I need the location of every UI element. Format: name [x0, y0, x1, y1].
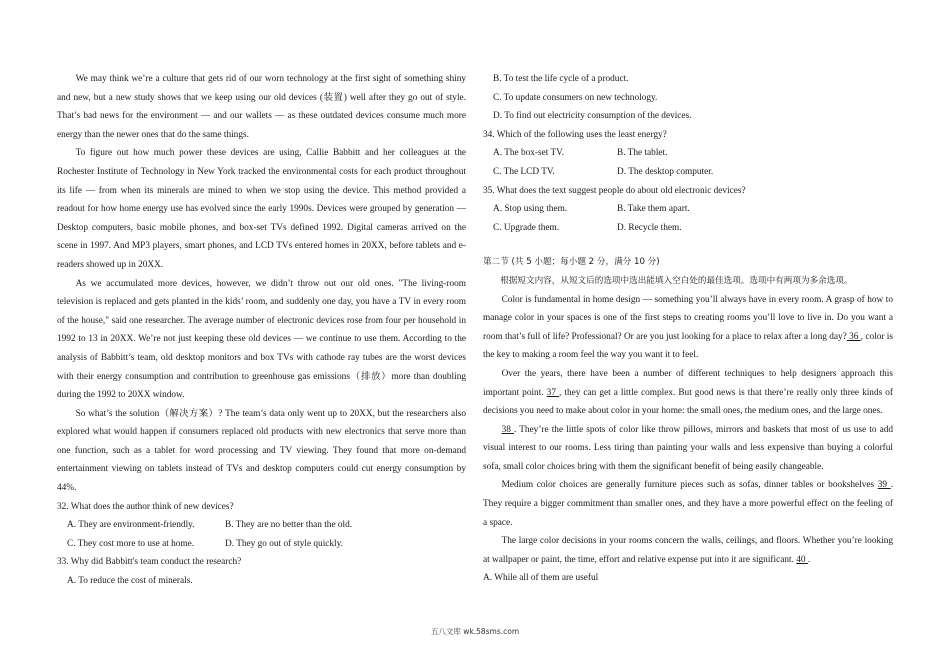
cloze-paragraph-4 [483, 476, 893, 532]
cloze-paragraph-1 [483, 291, 893, 365]
question-35-options-row-1 [483, 200, 893, 219]
question-34-options-row-1 [483, 144, 893, 163]
option-32c: C. They cost more to use at home. [67, 538, 195, 549]
question-35: 35. What does the text suggest people do about old electronic devices? [483, 185, 746, 196]
passage-paragraph-3: As we accumulated more devices, however, we didn’t throw out our old ones. "The living-room television is replaced and gets planted in the kids’ room, and suddenly one day, you have a TV in every room of the house," said one researcher. The average number of electronic devices rose from four per household in 1992 to 13 in 20XX. We’re not just keeping these old devices — we continue to use them. According to the analysis of Babbitt’s team, old desktop monitors and box TVs with cathode ray tubes are the worst devices with their energy consumption and contribution to greenhouse gas emissions（排放）more than doubling during the 1992 to 20XX window. [57, 278, 466, 401]
cloze-text-2a: Over the years, there have been a number of different techniques to help designers approach this important point. [483, 368, 893, 398]
option-33c: C. To update consumers on new technology. [493, 92, 658, 103]
option-35c: C. Upgrade them. [493, 222, 560, 233]
question-34-options-row-2 [483, 163, 893, 182]
option-32b: B. They are no better than the old. [225, 520, 353, 531]
section-heading: 第二节 (共 5 小题；每小题 2 分，满分 10 分) [483, 257, 660, 268]
option-34a: A. The box-set TV. [493, 148, 565, 159]
question-32: 32. What does the author think of new devices? [57, 501, 234, 512]
section-instruction: 根据短文内容，从短文后的选项中选出能填入空白处的最佳选项。选项中有两项为多余选项。 [500, 275, 853, 286]
cloze-text-4b: . They require a bigger commitment than smaller ones, and they have a more powerful effect on the feeling of a space. [483, 480, 894, 528]
option-35a: A. Stop using them. [493, 204, 568, 215]
option-33b: B. To test the life cycle of a product. [493, 74, 629, 84]
passage-paragraph-1: We may think we’re a culture that gets rid of our worn technology at the first sight of something shiny and new, but a new study shows that we keep using our old devices (装置) well after they go out of style. That’s bad news for the environment — and our wallets — as these outdated devices consume much more energy than the newer ones that do the same things. [57, 74, 466, 140]
left-column [57, 70, 466, 591]
passage-paragraph-4: So what’s the solution（解决方案）? The team’s data only went up to 20XX, but the researchers also explored what would happen if consumers replaced old products with new electronics that serve more than one function, such as a tablet for word processing and TV viewing. They found that more on-demand entertainment viewing on tablets instead of TVs and desktop computers could cut energy consumption by 44%. [57, 408, 466, 494]
option-33a: A. To reduce the cost of minerals. [67, 576, 193, 587]
cloze-text-2b: , they can get a little complex. But good news is that there’re really only three kinds of decisions you need to make about color in your home: the small ones, the medium ones, and the large ones. [483, 387, 894, 417]
cloze-paragraph-2 [483, 365, 893, 421]
passage-paragraph-2: To figure out how much power these devices are using, Callie Babbitt and her colleagues at the Rochester Institute of Technology in New York tracked the environmental costs for each product throughout its life — from when its minerals are mined to when we stop using the device. This method provided a readout for how home energy use has evolved since the early 1990s. Devices were grouped by generation — Desktop computers, basic mobile phones, and box-set TVs defined 1992. Digital cameras arrived on the scene in 1997. And MP3 players, smart phones, and LCD TVs entered homes in 20XX, before tablets and e-readers showed up in 20XX. [57, 148, 466, 270]
question-35-options-row-2 [483, 219, 893, 238]
blank-36: 36 [846, 331, 861, 342]
cloze-text-3b: . They’re the little spots of color like throw pillows, mirrors and baskets that most of us use to add visual interest to our rooms. Less tiring than painting your walls and less expensive than buying a colorful sofa, small color choices bring with them the significant benefit of being easily changeable. [483, 424, 894, 472]
blank-40: 40 [796, 554, 808, 565]
option-32d: D. They go out of style quickly. [225, 538, 344, 549]
option-35d: D. Recycle them. [617, 222, 682, 233]
option-32a: A. They are environment-friendly. [67, 520, 195, 531]
option-34c: C. The LCD TV. [493, 166, 555, 177]
question-32-options-row-1 [57, 516, 466, 535]
right-column [483, 70, 893, 588]
blank-37: 37 [546, 387, 560, 398]
page-footer: 五八文库 wk.58sms.com [430, 627, 520, 636]
option-33d: D. To find out electricity consumption of the devices. [493, 111, 692, 122]
option-35b: B. Take them apart. [617, 204, 690, 215]
option-34d: D. The desktop computer. [617, 166, 714, 177]
cloze-paragraph-3 [483, 421, 893, 477]
cloze-paragraph-5 [483, 532, 893, 569]
cloze-option-a: A. While all of them are useful [483, 573, 599, 584]
blank-39: 39 [877, 480, 891, 491]
question-33: 33. Why did Babbitt's team conduct the research? [57, 557, 242, 568]
question-34: 34. Which of the following uses the least energy? [483, 129, 667, 140]
cloze-text-4a: Medium color choices are generally furniture pieces such as sofas, dinner tables or bookshelves [501, 480, 875, 491]
section-spacer [483, 237, 893, 253]
cloze-text-5a: The large color decisions in your rooms concern the walls, ceilings, and floors. Whether you’re looking at wallpaper or paint, the time, effort and relative expense put into it are significant. [483, 536, 893, 565]
cloze-text-5b: . [807, 554, 811, 565]
blank-38: 38 [501, 424, 514, 435]
cloze-text-1b: , color is the key to making a room feel the way you want it to feel. [483, 331, 893, 361]
option-34b: B. The tablet. [617, 148, 668, 159]
question-32-options-row-2 [57, 535, 466, 554]
cloze-text-1a: Color is fundamental in home design — something you’ll always have in every room. A grasp of how to manage color in your spaces is one of the first steps to creating rooms you’ll love to live in. Do you want a room that’s full of life? Professional? Or are you just looking for a place to relax after a long day? [483, 294, 893, 342]
